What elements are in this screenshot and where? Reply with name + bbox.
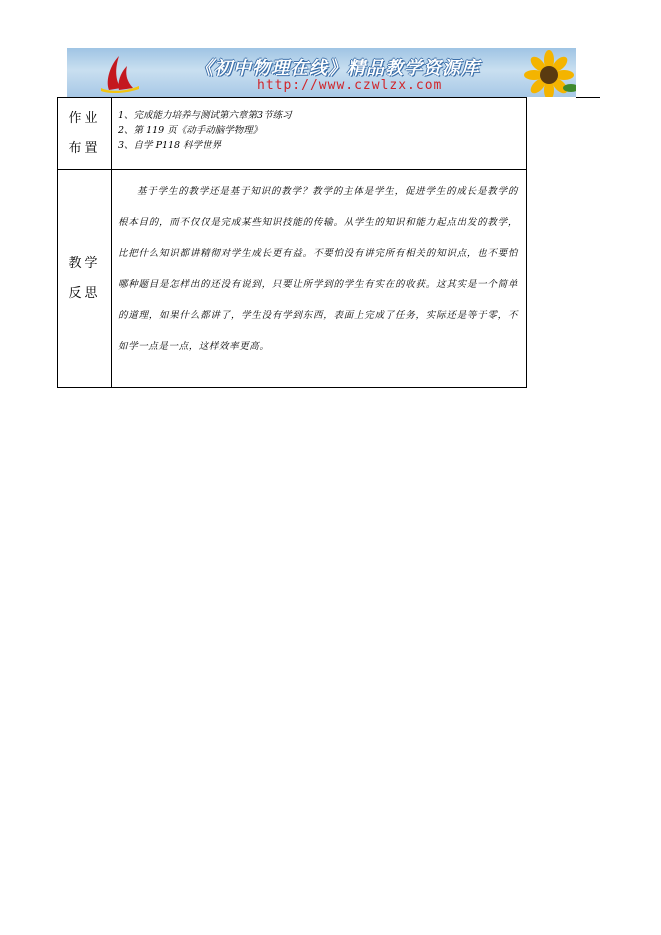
homework-list [112, 98, 526, 153]
homework-label [58, 98, 112, 170]
reflection-label-line2: 反思 [68, 285, 101, 301]
homework-content [112, 98, 527, 170]
reflection-label [58, 170, 112, 388]
sunflower-icon [519, 50, 576, 97]
header-rule [576, 97, 600, 98]
reflection-content [112, 170, 527, 388]
homework-label-line1: 作业 [68, 110, 101, 126]
reflection-row [58, 170, 527, 388]
banner-url[interactable]: http://www.czwlzx.com [257, 78, 443, 93]
homework-item: 2、第 119 页《动手动脑学物理》 [118, 125, 263, 136]
reflection-text: 基于学生的教学还是基于知识的教学？教学的主体是学生，促进学生的成长是教学的根本目的，而不仅仅是完成某些知识技能的传输。从学生的知识和能力起点出发的教学，比把什么知识都讲精彻对学生成长更有益。不要怕没有讲完所有相关的知识点，也不要怕哪种题目是怎样出的还没有说到，只要让所学到的学生有实在的收获。这其实是一个简单的道理，如果什么都讲了，学生没有学到东西，表面上完成了任务，实际还是等于零，不如学一点是一点，这样效率更高。 [118, 186, 518, 352]
site-logo-icon [95, 52, 143, 94]
homework-row [58, 98, 527, 170]
lesson-plan-table [57, 97, 527, 388]
homework-item: 3、自学 P118 科学世界 [118, 140, 222, 151]
reflection-label-line1: 教学 [68, 255, 101, 271]
homework-label-line2: 布置 [68, 140, 101, 156]
homework-item: 1、完成能力培养与测试第六章第3节练习 [118, 110, 292, 121]
header-banner [67, 48, 576, 97]
banner-title: 《初中物理在线》精品教学资源库 [195, 58, 480, 79]
